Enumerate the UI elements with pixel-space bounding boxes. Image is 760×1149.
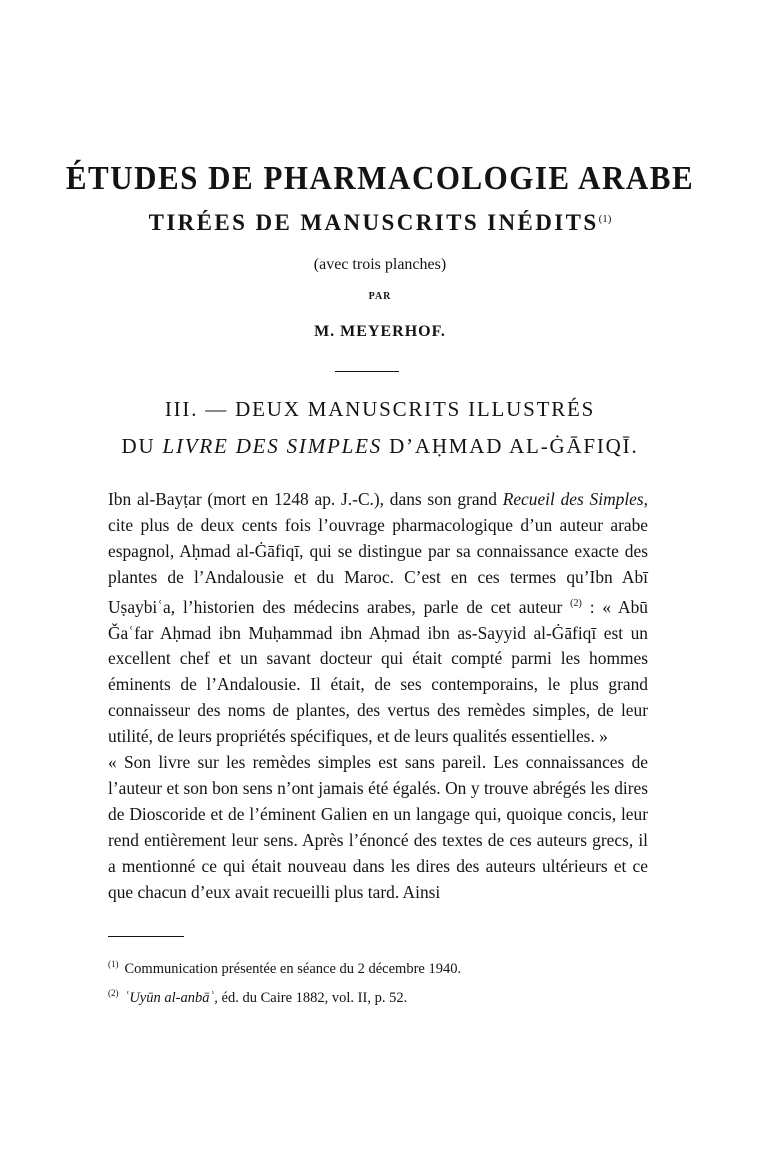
byline-par: PAR <box>368 291 392 302</box>
footnote-2-text: éd. du Caire 1882, vol. II, p. 52. <box>217 990 408 1006</box>
article-title-line-2-text: TIRÉES DE MANUSCRITS INÉDITS <box>148 210 599 235</box>
section-heading-line-1: III. — DEUX MANUSCRITS ILLUSTRÉS <box>164 397 596 421</box>
section-heading-prefix: DU <box>121 434 163 458</box>
footnote-1-text: Communication présentée en séance du 2 décembre 1940. <box>124 961 462 977</box>
footnote-ref-2[interactable]: (2) <box>570 597 582 609</box>
section-heading-book-title: LIVRE DES SIMPLES <box>162 434 383 458</box>
section-heading-line-2 <box>0 434 760 459</box>
body-paragraph-1 <box>108 487 648 750</box>
article-subtitle: (avec trois planches) <box>313 256 447 273</box>
footnote-2-marker: (2) <box>108 988 119 998</box>
paragraph-1-text-a: Ibn al-Bayṭar (mort en 1248 ap. J.-C.), dans son grand <box>108 489 503 509</box>
author-name: M. MEYERHOF. <box>314 323 446 340</box>
footnote-1-marker: (1) <box>108 959 119 969</box>
body-paragraph-2: « Son livre sur les remèdes simples est sans pareil. Les connaissances de l’auteur et son bon sens n’ont jamais été égalés. On y trouve abrégés les dires de Dioscoride et de l’éminent Galien en un langage qui, quoique concis, leur rend entièrement leur sens. Après l’énoncé des textes de ces auteurs grecs, il a mentionné ce qui était nouveau dans les dires des auteurs ultérieurs et ce que chacun d’eux avait recueilli plus tard. Ainsi <box>108 752 648 902</box>
section-heading-suffix: D’AḤMAD AL-ĠĀFIQĪ. <box>382 434 639 458</box>
article-body <box>108 487 648 906</box>
article-title-line-2 <box>0 210 760 236</box>
paragraph-1-text-b: cite plus de deux cents fois l’ouvrage pharmacologique d’un auteur arabe espagnol, Aḥmad al-Ġāfiqī, qui se distingue par sa connaissance exacte des plantes de l’Andalousie et du Maroc. C’est en ces termes qu’Ibn Abī Uṣaybiʿa, l’historien des médecins arabes, parle de cet auteur <box>108 514 648 617</box>
paragraph-1-text-c: : « Abū Ǧaʿfar Aḥmad ibn Muḥammad ibn Aḥmad ibn as-Sayyid al-Ġāfiqī est un excellent chef et un savant docteur qui était compté parmi les hommes éminents de l’Andalousie. Il était, de ses contemporains, le plus grand connaisseur des noms de plantes, des vertus des remèdes simples, de leur utilité, de leurs propriétés spécifiques, et de leurs qualités essentielles. » <box>108 596 649 747</box>
footnote-divider-rule <box>108 936 184 937</box>
footnote-2-italic-source: ʿUyūn al-anbāʾ, <box>124 990 218 1006</box>
article-title-line-1: ÉTUDES DE PHARMACOLOGIE ARABE <box>65 158 695 197</box>
footnote-1 <box>108 952 648 981</box>
footnote-2 <box>108 981 648 1010</box>
paragraph-1-italic-title: Recueil des Simples, <box>502 489 648 509</box>
title-divider-rule <box>335 371 399 372</box>
title-footnote-marker[interactable]: (1) <box>598 213 612 225</box>
footnotes <box>108 952 648 1010</box>
